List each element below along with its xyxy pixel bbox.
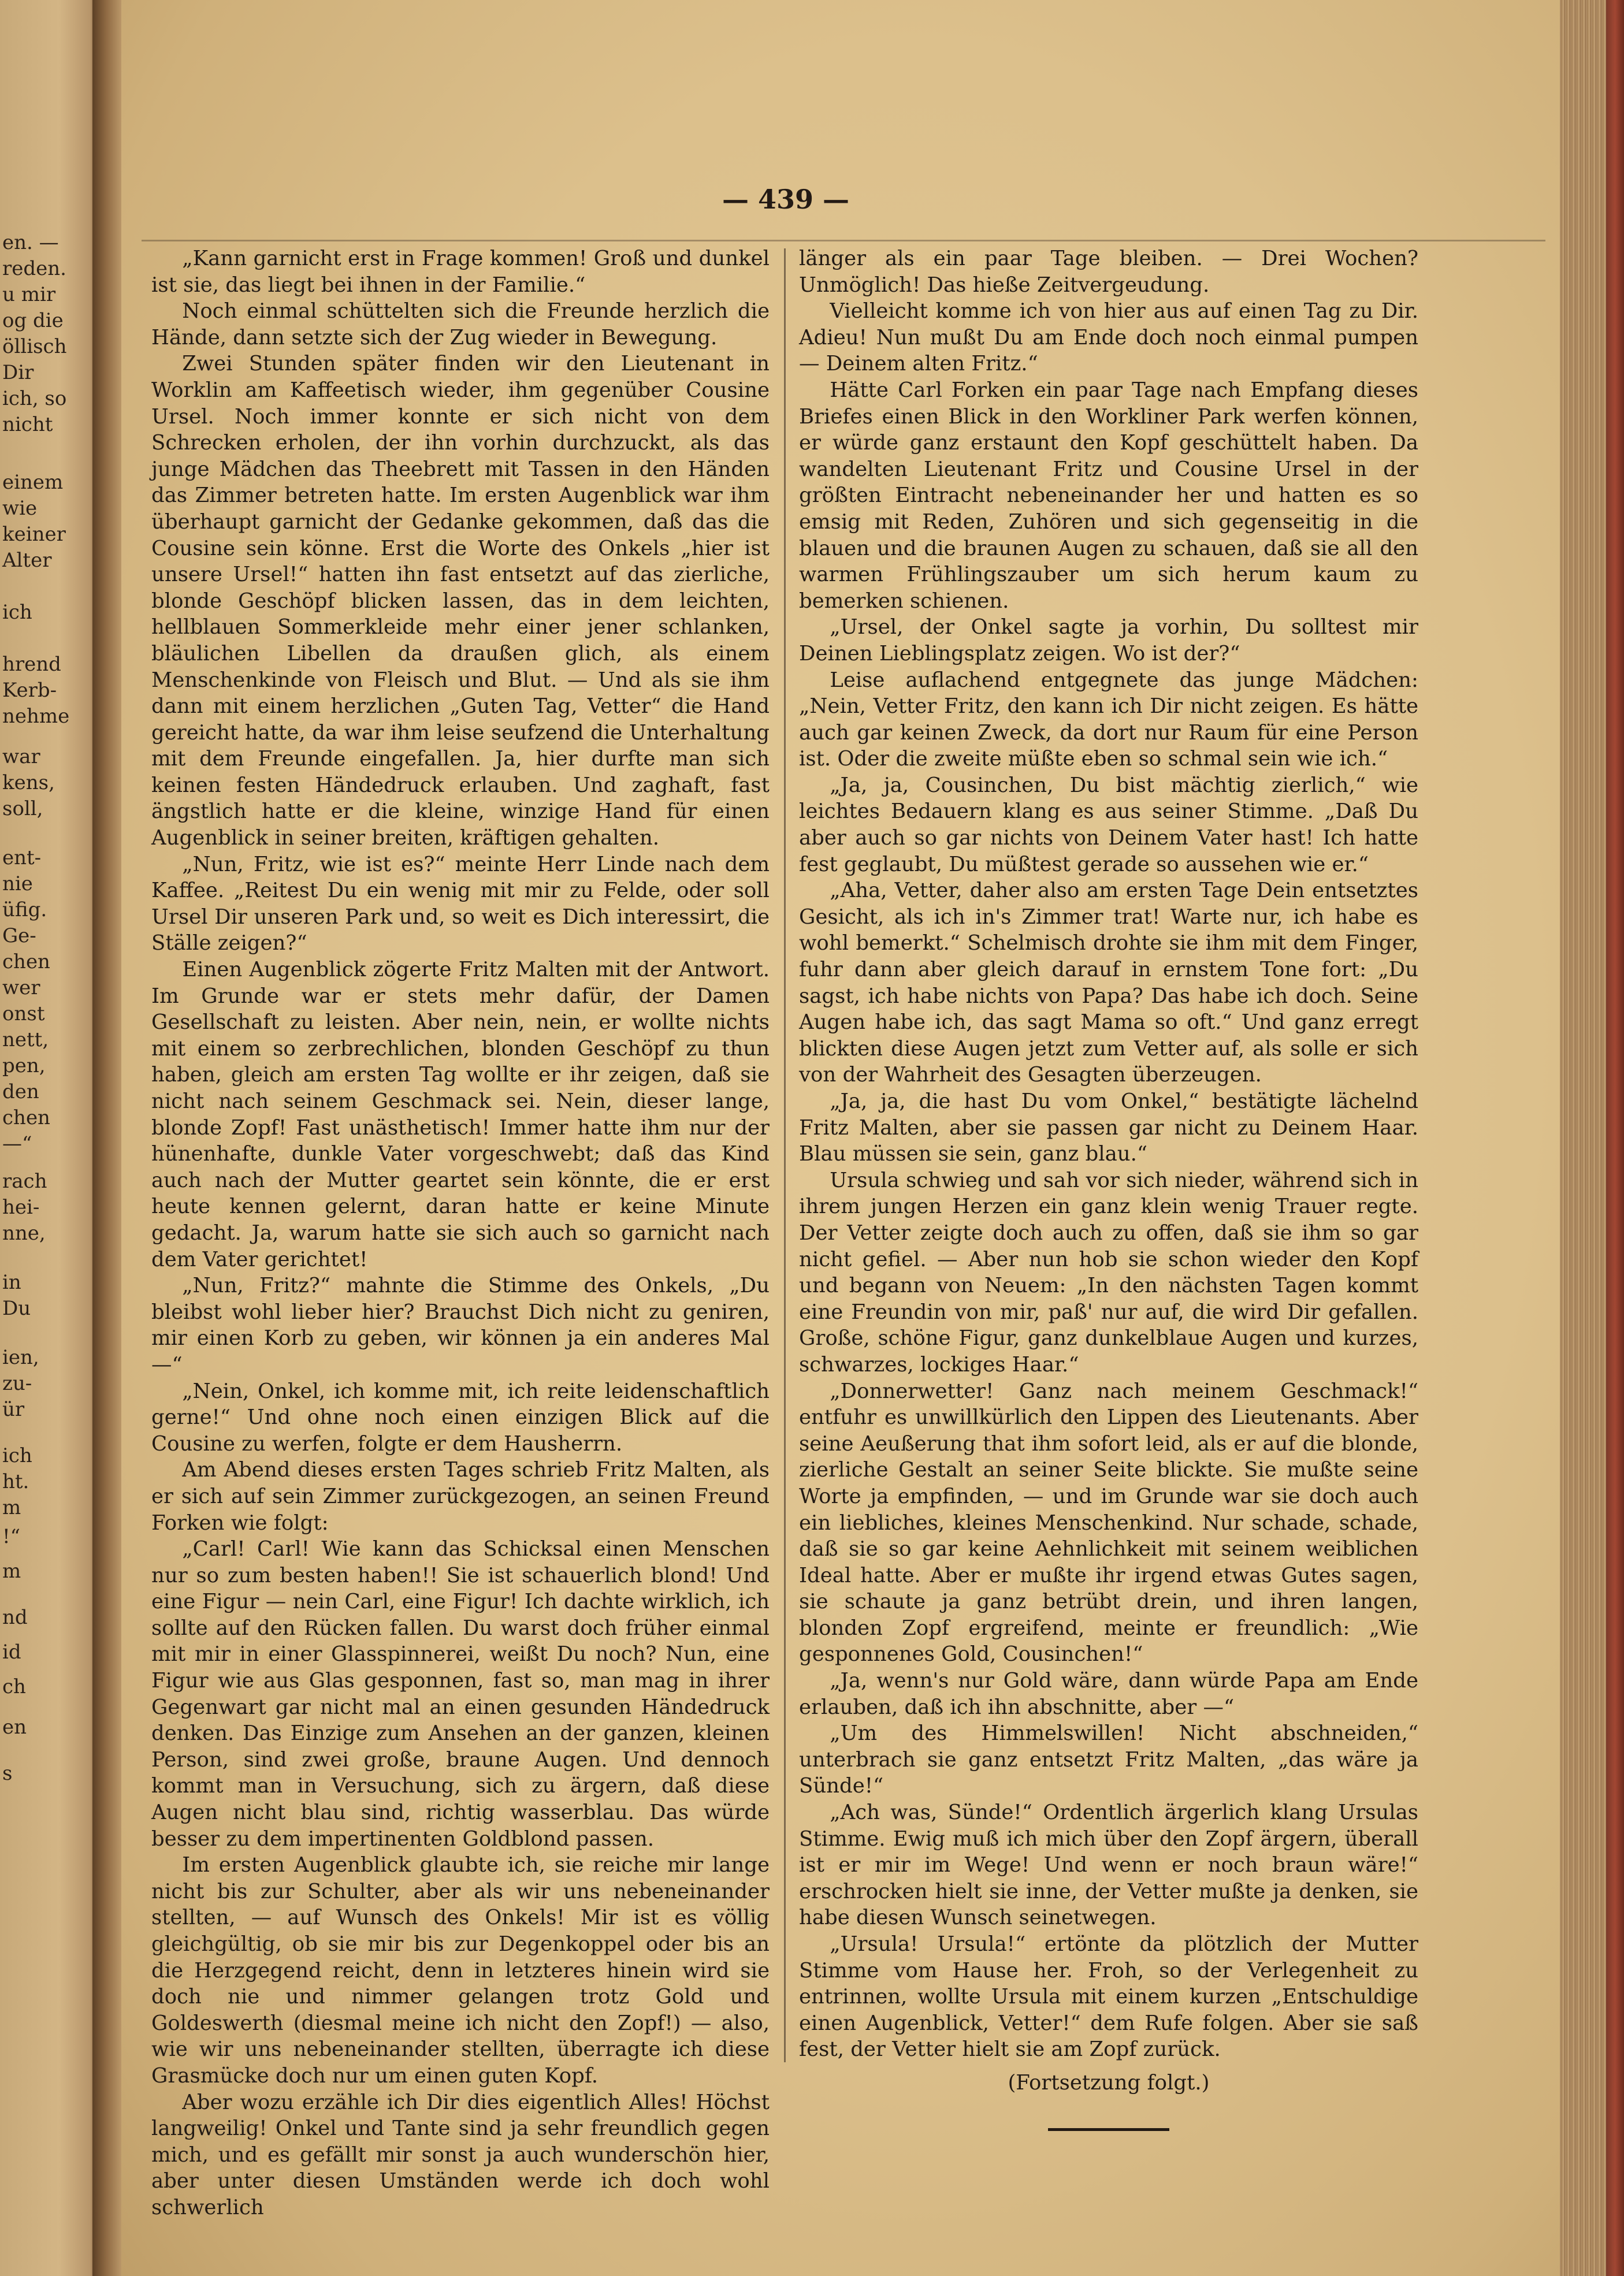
paragraph: „Ursel, der Onkel sagte ja vorhin, Du solltest mir Deinen Lieblingsplatz zeigen. Wo ist der?“ [799,615,1418,665]
previous-page-edge [0,0,98,2276]
previous-page-text-fragment: einem [2,471,64,494]
previous-page-text-fragment: —“ [2,1132,32,1155]
previous-page-text-fragment: ich, so [2,387,67,410]
paragraph: „Nein, Onkel, ich komme mit, ich reite leidenschaftlich gerne!“ Und ohne noch einen einzigen Blick auf die Cousine zu werfen, folgte er dem Hausherrn. [151,1379,770,1456]
previous-page-text-fragment: m [2,1560,21,1583]
previous-page-text-fragment: den [2,1080,39,1103]
previous-page-text-fragment: ch [2,1675,26,1698]
paragraph: Im ersten Augenblick glaubte ich, sie reiche mir lange nicht bis zur Schulter, aber als wir uns nebeneinander stellten, — auf Wunsch des Onkels! Mir ist es völlig gleichgültig, ob sie mir bis zur Degenkoppel oder bis an die Herzgegend reicht, denn in letzteres hinein wird sie doch nie und nimmer gelangen trotz Gold und Goldeswerth (diesmal meine ich nicht den Zopf!) — also, wie wir uns nebeneinander stellten, überragte ich diese Grasmücke doch nur um einen guten Kopf. [151,1853,770,2088]
previous-page-text-fragment: onst [2,1002,45,1025]
previous-page-text-fragment: nehme [2,705,70,728]
header-rule [142,240,1545,241]
paragraph: Ursula schwieg und sah vor sich nieder, während sich in ihrem jungen Herzen ein ganz klein wenig Trauer regte. Der Vetter zeigte doch auch zu offen, daß sie ihm so gar nicht gefiel. — Aber nun hob sie schon wieder den Kopf und begann von Neuem: „In den nächsten Tagen kommt eine Freundin von mir, paß' nur auf, die wird Dir gefallen. Große, schöne Figur, ganz dunkelblaue Augen und kurzes, schwarzes, lockiges Haar.“ [799,1168,1418,1377]
previous-page-text-fragment: üfig. [2,898,47,921]
paragraph: Vielleicht komme ich von hier aus auf einen Tag zu Dir. Adieu! Nun mußt Du am Ende doch noch einmal pumpen — Deinem alten Fritz.“ [799,299,1418,376]
previous-page-text-fragment: ich [2,1444,32,1467]
paragraph: „Carl! Carl! Wie kann das Schicksal einen Menschen nur so zum besten haben!! Sie ist schauerlich blond! Und eine Figur — nein Carl, eine Figur! Ich dachte wirklich, ich sollte auf den Rücken fallen. Du warst doch früher einmal mit mir in einer Glasspinnerei, weißt Du noch? Nun, eine Figur wie aus Glas gesponnen, fast so, man mag in ihrer Gegenwart gar nicht mal an einen gesunden Händedruck denken. Das Einzige zum Ansehen an der ganzen, kleinen Person, sind zwei große, braune Augen. Und dennoch kommt man in Versuchung, sich zu ärgern, daß diese Augen nicht blau sind, richtig wasserblau. Das würde besser zu dem impertinenten Goldblond passen. [151,1537,770,1851]
previous-page-text-fragment: öllisch [2,335,67,358]
previous-page-text-fragment: nie [2,872,33,895]
previous-page-text-fragment: ien, [2,1346,39,1369]
previous-page-text-fragment: in [2,1271,21,1294]
paragraph: „Ja, ja, Cousinchen, Du bist mächtig zierlich,“ wie leichtes Bedauern klang es aus seiner Stimme. „Daß Du aber auch so gar nichts von Deinem Vater hast! Ich hatte fest geglaubt, Du müßtest gerade so aussehen wie er.“ [799,773,1418,876]
previous-page-text-fragment: s [2,1762,13,1785]
paragraph: „Ja, ja, die hast Du vom Onkel,“ bestätigte lächelnd Fritz Malten, aber sie passen gar nicht zu Deinem Haar. Blau müssen sie sein, ganz blau.“ [799,1089,1418,1166]
continuation-note: (Fortsetzung folgt.) [1008,2070,1210,2095]
book-cover-edge [1606,0,1624,2276]
previous-page-text-fragment: chen [2,950,50,973]
previous-page-text-fragment: ich [2,601,32,624]
previous-page-text-fragment: m [2,1496,21,1519]
previous-page-text-fragment: Kerb- [2,679,57,702]
previous-page-text-fragment: nett, [2,1028,49,1051]
previous-page-text-fragment: Ge- [2,924,36,947]
end-rule [1048,2128,1169,2131]
previous-page-text-fragment: wie [2,497,38,520]
paragraph: „Aha, Vetter, daher also am ersten Tage Dein entsetztes Gesicht, als ich in's Zimmer trat! Warte nur, ich habe es wohl bemerkt.“ Schelmisch drohte sie ihm mit dem Finger, fuhr dann aber gleich darauf in ernstem Tone fort: „Du sagst, ich habe nichts von Papa? Das habe ich doch. Seine Augen habe ich, das sagt Mama so oft.“ Und ganz erregt blickten diese Augen jetzt zum Vetter auf, als solle er sich von der Wahrheit des Gesagten überzeugen. [799,879,1418,1087]
paragraph: Am Abend dieses ersten Tages schrieb Fritz Malten, als er sich auf sein Zimmer zurückgezogen, an seinen Freund Forken wie folgt: [151,1458,770,1535]
previous-page-text-fragment: !“ [2,1525,21,1548]
previous-page-text-fragment: hei- [2,1196,40,1219]
previous-page-text-fragment: nne, [2,1222,46,1245]
previous-page-text-fragment: u mir [2,283,56,306]
previous-page-text-fragment: soll, [2,797,43,820]
previous-page-text-fragment: en [2,1716,27,1739]
paragraph: „Nun, Fritz?“ mahnte die Stimme des Onkels, „Du bleibst wohl lieber hier? Brauchst Dich nicht zu geniren, mir einen Korb zu geben, wir können ja ein anderes Mal —“ [151,1274,770,1377]
paragraph: „Nun, Fritz, wie ist es?“ meinte Herr Linde nach dem Kaffee. „Reitest Du ein wenig mit mir zu Felde, oder soll Ursel Dir unseren Park und, so weit es Dich interessirt, die Ställe zeigen?“ [151,852,770,955]
previous-page-text-fragment: ür [2,1398,25,1421]
previous-page-text-fragment: ht. [2,1470,29,1493]
right-column [799,246,1418,2131]
column-divider [784,248,786,2062]
paragraph: „Ursula! Ursula!“ ertönte da plötzlich der Mutter Stimme vom Hause her. Froh, so der Verlegenheit zu entrinnen, wollte Ursula mit einem kurzen „Entschuldige einen Augenblick, Vetter!“ dem Rufe folgen. Aber sie saß fest, der Vetter hielt sie am Zopf zurück. [799,1932,1418,2062]
previous-page-text-fragment: nicht [2,413,53,436]
previous-page-text-fragment: Du [2,1297,31,1320]
left-column [151,246,770,2221]
paragraph: Noch einmal schüttelten sich die Freunde herzlich die Hände, dann setzte sich der Zug wieder in Bewegung. [151,299,770,349]
previous-page-text-fragment: war [2,745,40,768]
previous-page-text-fragment: nd [2,1606,28,1629]
previous-page-text-fragment: ent- [2,846,42,869]
previous-page-text-fragment: id [2,1641,21,1664]
previous-page-text-fragment: reden. [2,257,66,280]
previous-page-text-fragment: Dir [2,361,34,384]
previous-page-text-fragment: Alter [2,549,52,572]
previous-page-text-fragment: keiner [2,523,66,546]
paragraph: Leise auflachend entgegnete das junge Mädchen: „Nein, Vetter Fritz, den kann ich Dir nicht zeigen. Es hätte auch gar keinen Zweck, da dort nur Raum für eine Person ist. Oder die zweite müßte eben so schmal sein wie ich.“ [799,668,1418,771]
paragraph: „Ja, wenn's nur Gold wäre, dann würde Papa am Ende erlauben, daß ich ihn abschnitte, aber —“ [799,1669,1418,1719]
previous-page-text-fragment: rach [2,1170,47,1193]
paragraph: „Donnerwetter! Ganz nach meinem Geschmack!“ entfuhr es unwillkürlich den Lippen des Lieutenants. Aber seine Aeußerung that ihm sofort leid, als er auf die blonde, zierliche Gestalt an seiner Seite blickte. Sie mußte seine Worte ja empfinden, — und im Grunde war sie doch auch ein liebliches, kleines Menschenkind. Nur schade, schade, daß sie so gar keine Aehnlichkeit mit seinem weiblichen Ideal hatte. Aber er mußte ihr irgend etwas Gutes sagen, sie schaute ja ganz betrübt drein, und ihren langen, blonden Zopf ergreifend, meinte er freundlich: „Wie gesponnenes Gold, Cousinchen!“ [799,1379,1418,1667]
previous-page-text-fragment: zu- [2,1372,32,1395]
paragraph: Hätte Carl Forken ein paar Tage nach Empfang dieses Briefes einen Blick in den Workliner Park werfen können, er würde ganz erstaunt den Kopf geschüttelt haben. Da wandelten Lieutenant Fritz und Cousine Ursel in der größten Eintracht nebeneinander her und hatten es so emsig mit Reden, Zuhören und sich gegenseitig in die blauen und die braunen Augen zu schauen, daß sie all den warmen Frühlingszauber um sich herum kaum zu bemerken schienen. [799,378,1418,613]
paragraph: Zwei Stunden später finden wir den Lieutenant in Worklin am Kaffeetisch wieder, ihm gegenüber Cousine Ursel. Noch immer konnte er sich nicht von dem Schrecken erholen, der ihn vorhin durchzuckt, als das junge Mädchen das Theebrett mit Tassen in den Händen das Zimmer betreten hatte. Im ersten Augenblick war ihm überhaupt garnicht der Gedanke gekommen, daß das die Cousine sein könne. Erst die Worte des Onkels „hier ist unsere Ursel!“ hatten ihn fast entsetzt auf das zierliche, blonde Geschöpf blicken lassen, das in dem leichten, hellblauen Sommerkleide mehr einer jener schlanken, bläulichen Libellen da draußen glich, als einem Menschenkinde von Fleisch und Blut. — Und als sie ihm dann mit einem herzlichen „Guten Tag, Vetter“ die Hand gereicht hatte, da war ihm leise seufzend die Unterhaltung mit dem Freunde eingefallen. Ja, hier durfte man sich keinen festen Händedruck erlauben. Und zaghaft, fast ängstlich hatte er die kleine, winzige Hand für einen Augenblick in seiner breiten, kräftigen gehalten. [151,352,770,850]
paragraph: „Kann garnicht erst in Frage kommen! Groß und dunkel ist sie, das liegt bei ihnen in der Familie.“ [151,247,770,297]
previous-page-text-fragment: chen [2,1106,50,1129]
paragraph: „Um des Himmelswillen! Nicht abschneiden,“ unterbrach sie ganz entsetzt Fritz Malten, „das wäre ja Sünde!“ [799,1721,1418,1798]
previous-page-text-fragment: en. — [2,231,59,254]
previous-page-text-fragment: pen, [2,1054,46,1077]
paragraph: „Ach was, Sünde!“ Ordentlich ärgerlich klang Ursulas Stimme. Ewig muß ich mich über den Zopf ärgern, überall ist er mir im Wege! Und wenn er noch braun wäre!“ erschrocken hielt sie inne, der Vetter mußte ja denken, sie habe diesen Wunsch seinetwegen. [799,1801,1418,1930]
previous-page-text-fragment: kens, [2,771,55,794]
paragraph: länger als ein paar Tage bleiben. — Drei Wochen? Unmöglich! Das hieße Zeitvergeudung. [799,247,1418,297]
page-number: — 439 — [722,184,850,215]
paragraph: Einen Augenblick zögerte Fritz Malten mit der Antwort. Im Grunde war er stets mehr dafür, der Damen Gesellschaft zu leisten. Aber nein, nein, er wollte nichts mit einem so zerbrechlichen, blonden Geschöpf zu thun haben, gleich am ersten Tag wollte er ihr zeigen, daß sie nicht nach seinem Geschmack sei. Nein, dieser lange, blonde Zopf! Fast unästhetisch! Immer hatte ihm nur der hünenhafte, dunkle Vater vorgeschwebt; daß das Kind auch nach der Mutter geartet sein könnte, die er erst heute kennen gelernt, daran hatte er keine Minute gedacht. Ja, warum hatte sie sich auch so garnicht nach dem Vater gerichtet! [151,958,770,1271]
previous-page-text-fragment: wer [2,976,40,999]
paragraph: Aber wozu erzähle ich Dir dies eigentlich Alles! Höchst langweilig! Onkel und Tante sind ja sehr freundlich gegen mich, und es gefällt mir sonst ja auch wunderschön hier, aber unter diesen Umständen werde ich doch wohl schwerlich [151,2090,770,2219]
previous-page-text-fragment: hrend [2,653,61,676]
previous-page-text-fragment: og die [2,309,64,332]
